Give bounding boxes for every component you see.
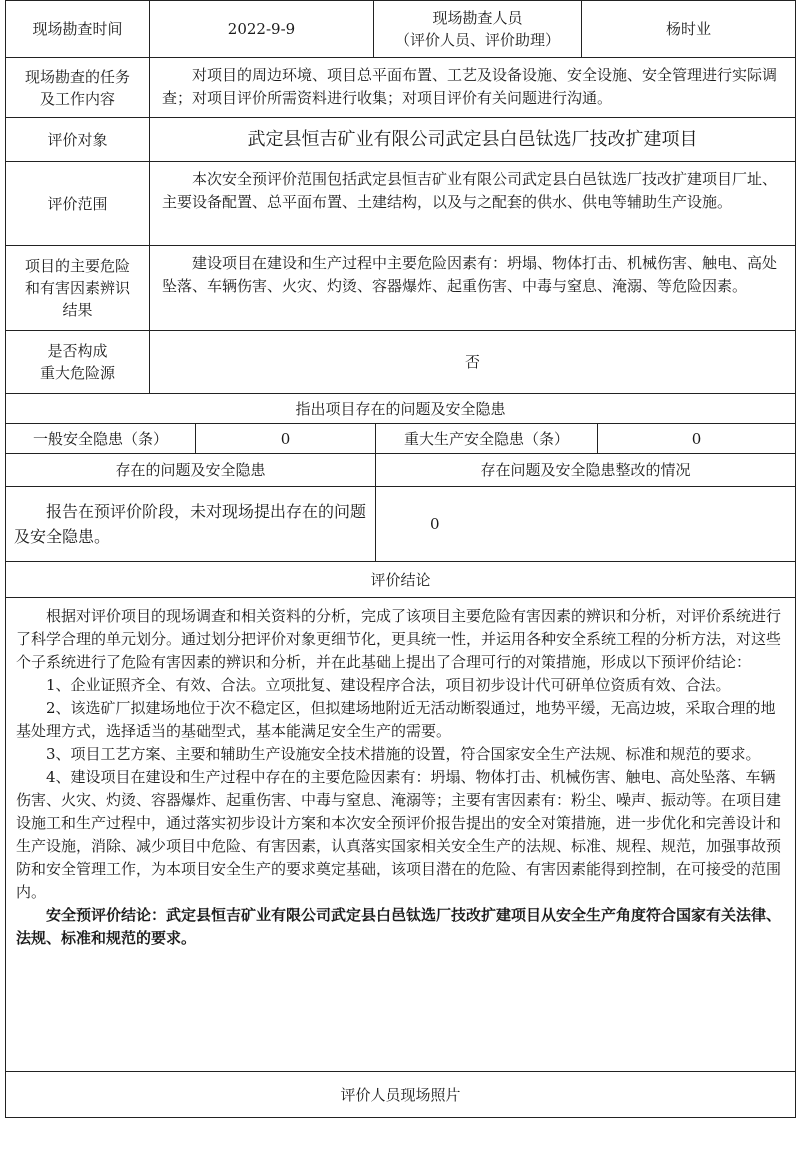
- scope-label: 评价范围: [6, 162, 150, 245]
- survey-record-table: [5, 0, 796, 1118]
- issues-header-row: [6, 454, 795, 487]
- issues-column-header: 存在的问题及安全隐患: [6, 454, 376, 486]
- rectify-column-header: 存在问题及安全隐患整改的情况: [480, 461, 691, 479]
- hazards-content: 建设项目在建设和生产过程中主要危险因素有：坍塌、物体打击、机械伤害、触电、高处坠落、车辆伤害、火灾、灼烫、容器爆炸、起重伤害、中毒与窒息、淹溺、等危险因素。: [162, 254, 778, 295]
- final-conclusion: 安全预评价结论：武定县恒吉矿业有限公司武定县白邑钛选厂技改扩建项目从安全生产角度符合国家有关法律、法规、标准和规范的要求。: [16, 906, 782, 947]
- conclusion-body: [6, 598, 795, 1072]
- issues-section-title: 指出项目存在的问题及安全隐患: [6, 394, 795, 424]
- hazards-row: [6, 246, 795, 331]
- survey-time-value: 2022-9-9: [150, 1, 374, 57]
- general-hazard-value: 0: [196, 424, 376, 453]
- object-label: 评价对象: [6, 118, 150, 161]
- object-content: 武定县恒吉矿业有限公司武定县白邑钛选厂技改扩建项目: [247, 128, 698, 150]
- hazards-label: 项目的主要危险 和有害因素辨识 结果: [6, 246, 150, 330]
- major-hazard-count-label: 重大生产安全隐患（条）: [376, 424, 598, 453]
- survey-time-label: 现场勘查时间: [6, 1, 150, 57]
- conclusion-paragraph: 根据对评价项目的现场调查和相关资料的分析，完成了该项目主要危险有害因素的辨识和分析，对评价系统进行了科学合理的单元划分。通过划分把评价对象更细节化，更具统一性，并运用各种安全系统工程的分析方法，对这些个子系统进行了危险有害因素的辨识和分析，并在此基础上提出了合理可行的对策措施，形成以下预评价结论：: [16, 607, 782, 671]
- general-hazard-label: 一般安全隐患（条）: [6, 424, 196, 453]
- conclusion-paragraph: 2、该选矿厂拟建场地位于次不稳定区，但拟建场地附近无活动断裂通过，地势平缓，无高边坡，采取合理的地基处理方式，选择适当的基础型式，基本能满足安全生产的需要。: [16, 699, 776, 740]
- task-content-cell: [150, 58, 795, 117]
- conclusion-paragraph: 3、项目工艺方案、主要和辅助生产设施安全技术措施的设置，符合国家安全生产法规、标准和规范的要求。: [46, 745, 761, 763]
- task-content: 对项目的周边环境、项目总平面布置、工艺及设备设施、安全设施、安全管理进行实际调查；对项目评价所需资料进行收集；对项目评价有关问题进行沟通。: [162, 66, 778, 107]
- major-hazard-count-value: 0: [691, 429, 702, 448]
- scope-content: 本次安全预评价范围包括武定县恒吉矿业有限公司武定县白邑钛选厂技改扩建项目厂址、主要设备配置、总平面布置、土建结构，以及与之配套的供水、供电等辅助生产设施。: [162, 170, 778, 211]
- header-row: [6, 1, 795, 58]
- issues-content-row: [6, 487, 795, 562]
- conclusion-title: 评价结论: [6, 562, 795, 598]
- scope-row: [6, 162, 795, 246]
- conclusion-paragraph: 1、企业证照齐全、有效、合法。立项批复、建设程序合法，项目初步设计代可研单位资质有效、合法。: [46, 676, 731, 694]
- issues-text-cell: [6, 487, 376, 561]
- major-hazard-value: 否: [464, 353, 480, 371]
- major-hazard-label: 是否构成 重大危险源: [6, 331, 150, 393]
- scope-content-cell: [150, 162, 795, 245]
- photos-title: 评价人员现场照片: [340, 1086, 461, 1104]
- personnel-value: 杨时业: [665, 20, 711, 38]
- task-row: [6, 58, 795, 118]
- conclusion-paragraph: 4、建设项目在建设和生产过程中存在的主要危险因素有：坍塌、物体打击、机械伤害、触电、高处坠落、车辆伤害、火灾、灼烫、容器爆炸、起重伤害、中毒与窒息、淹溺等；主要有害因素有：粉尘、噪声、振动等。在项目建设施工和生产过程中，通过落实初步设计方案和本次安全预评价报告提出的安全对策措施，进一步优化和完善设计和生产设施，消除、减少项目中危险、有害因素，认真落实国家相关安全生产的法规、标准、规程、规范，加强事故预防和安全管理工作，为本项目安全生产的要求奠定基础，该项目潜在的危险、有害因素能得到控制，在可接受的范围内。: [16, 768, 782, 901]
- rectify-value: 0: [430, 515, 440, 533]
- hazards-content-cell: [150, 246, 795, 330]
- object-row: [6, 118, 795, 162]
- issues-count-row: [6, 424, 795, 454]
- major-hazard-row: [6, 331, 795, 394]
- task-label: 现场勘查的任务 及工作内容: [6, 58, 150, 117]
- issues-text: 报告在预评价阶段，未对现场提出存在的问题及安全隐患。: [14, 502, 367, 546]
- personnel-label: 现场勘查人员 （评价人员、评价助理）: [374, 1, 582, 57]
